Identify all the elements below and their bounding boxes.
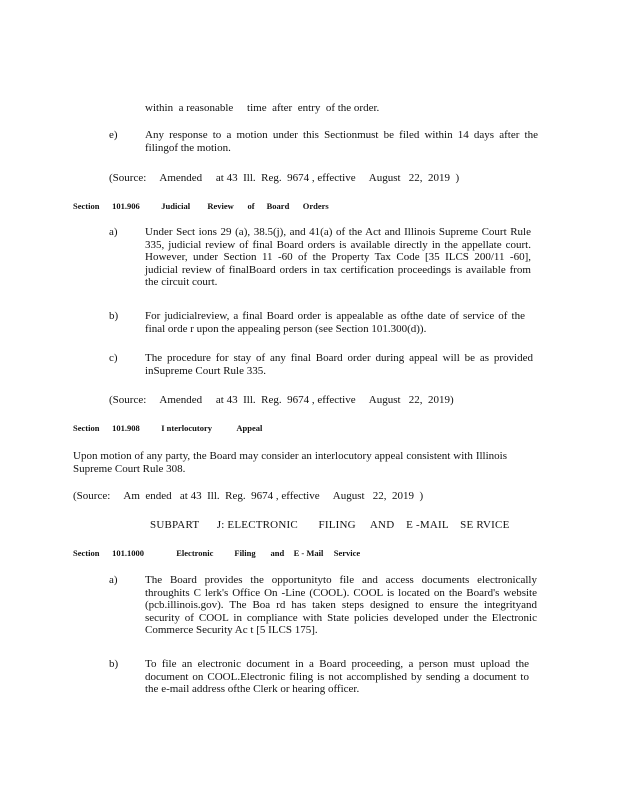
section-title-word: and — [270, 548, 285, 558]
section-label: Section — [73, 201, 100, 211]
section-title-word: Review — [207, 201, 234, 211]
source-note: (Source: Amended at 43 Ill. Reg. 9674 , effective August 22, 2019 ) — [109, 172, 460, 184]
section-title-word: Board — [266, 201, 290, 211]
section-title-word: of — [247, 201, 255, 211]
subpart-heading: SUBPART J: ELECTRONIC FILING AND E -MAIL SE RVICE — [150, 519, 510, 531]
section-title-word: Judicial — [161, 201, 191, 211]
section-title-word: Orders — [302, 201, 329, 211]
section-heading-908 — [73, 423, 262, 433]
item-label: a) — [109, 226, 118, 238]
item-c-paragraph: The procedure for stay of any final Board order during appeal will be as provided inSupreme Court Rule 335. — [145, 352, 533, 377]
section-title-word: Service — [333, 548, 361, 558]
section-number: 101.908 — [112, 423, 140, 433]
section-heading-1000 — [73, 548, 360, 558]
item-a-paragraph: The Board provides the opportunityto file and access documents electronically throughits C lerk's Office On -Line (COOL). COOL is located on the Board's website (pcb.illinois.gov). The Boa rd has taken steps designed to ensure the integrityand security of COOL in compliance with State policies developed under the Electronic Commerce Security Ac t [5 ILCS 175]. — [145, 574, 537, 636]
section-number: 101.906 — [112, 201, 140, 211]
section-title-word: E - Mail — [293, 548, 324, 558]
source-note: (Source: Am ended at 43 Ill. Reg. 9674 , effective August 22, 2019 ) — [73, 490, 424, 502]
section-title-word: Electronic — [176, 548, 214, 558]
item-e-paragraph: Any response to a motion under this Sectionmust be filed within 14 days after the filingof the motion. — [145, 129, 538, 154]
item-label: c) — [109, 352, 118, 364]
item-label: e) — [109, 129, 118, 141]
section-heading-906 — [73, 201, 329, 211]
section-title-word: Filing — [234, 548, 256, 558]
section-908-paragraph: Upon motion of any party, the Board may consider an interlocutory appeal consistent with Illinois Supreme Court Rule 308. — [73, 450, 507, 475]
section-title-word: I nterlocutory — [161, 423, 213, 433]
item-label: b) — [109, 310, 119, 322]
item-b-paragraph: To file an electronic document in a Board proceeding, a person must upload the document on COOL.Electronic filing is not accomplished by sending a document to the e-mail address ofthe Clerk or hearing officer. — [145, 658, 529, 695]
item-a-paragraph: Under Sect ions 29 (a), 38.5(j), and 41(a) of the Act and Illinois Supreme Court Rule 335, judicial review of final Board orders is available directly in the appellate court. However, under Section 11 -60 of the Property Tax Code [35 ILCS 200/11 -60], judicial review of finalBoard orders in tax certification proceedings is available from the circuit court. — [145, 226, 531, 288]
section-number: 101.1000 — [112, 548, 144, 558]
item-label: b) — [109, 658, 119, 670]
item-label: a) — [109, 574, 118, 586]
item-b-paragraph: For judicialreview, a final Board order is appealable as ofthe date of service of the final orde r upon the appealing person (see Section 101.300(d)). — [145, 310, 525, 335]
section-label: Section — [73, 548, 100, 558]
section-title-word: Appeal — [236, 423, 263, 433]
section-label: Section — [73, 423, 100, 433]
source-note: (Source: Amended at 43 Ill. Reg. 9674 , effective August 22, 2019) — [109, 394, 454, 406]
continued-paragraph: within a reasonable time after entry of the order. — [145, 102, 380, 114]
